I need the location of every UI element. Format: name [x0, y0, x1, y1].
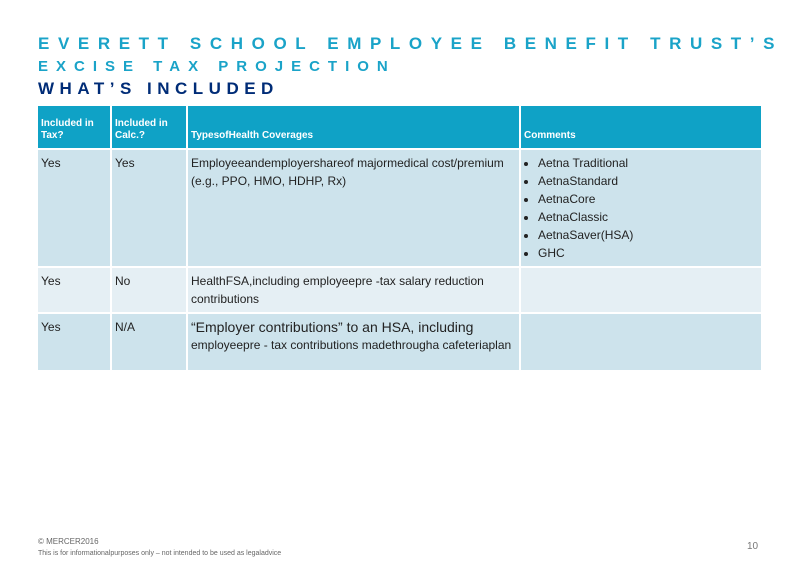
cell-type-lead: “Employer contributions” to an HSA, including — [191, 319, 474, 335]
title-line-3: WHAT’S INCLUDED — [38, 79, 279, 98]
cell-comments — [520, 313, 762, 371]
cell-calc: Yes — [111, 149, 187, 267]
cell-type: HealthFSA,including employeepre -tax salary reduction contributions — [187, 267, 520, 313]
cell-comments — [520, 149, 762, 267]
list-item: • AetnaClassic — [538, 208, 758, 226]
list-item: • AetnaStandard — [538, 172, 758, 190]
list-item: • AetnaCore — [538, 190, 758, 208]
copyright: © MERCER2016 — [38, 537, 99, 546]
table-row — [38, 267, 762, 313]
cell-type-rest: employeepre - tax contributions madethrougha cafeteriaplan — [191, 338, 512, 352]
cell-calc: N/A — [111, 313, 187, 371]
header-comments: Comments — [520, 106, 762, 149]
table-row — [38, 149, 762, 267]
disclaimer: This is for informationalpurposes only – not intended to be used as legaladvice — [38, 550, 282, 557]
cell-type: Employeeandemployershareof majormedical cost/premium (e.g., PPO, HMO, HDHP, Rx) — [187, 149, 520, 267]
header-included-in-calc: Included in Calc.? — [111, 106, 187, 149]
title-line-2: EXCISE TAX PROJECTION — [38, 58, 396, 75]
list-item: • Aetna Traditional — [538, 154, 758, 172]
comments-list — [524, 154, 758, 262]
page-number: 10 — [747, 541, 759, 552]
cell-comments — [520, 267, 762, 313]
header-included-in-tax: Included in Tax? — [38, 106, 111, 149]
cell-calc: No — [111, 267, 187, 313]
header-types-of-coverage: TypesofHealth Coverages — [187, 106, 520, 149]
cell-tax: Yes — [38, 149, 111, 267]
title-line-1: EVERETT SCHOOL EMPLOYEE BENEFIT TRUST’S — [38, 34, 784, 53]
table-row — [38, 313, 762, 371]
table-header-row — [38, 106, 762, 149]
cell-tax: Yes — [38, 267, 111, 313]
coverage-table — [38, 106, 763, 372]
list-item: • AetnaSaver(HSA) — [538, 226, 758, 244]
list-item: • GHC — [538, 244, 758, 262]
cell-tax: Yes — [38, 313, 111, 371]
cell-type — [187, 313, 520, 371]
